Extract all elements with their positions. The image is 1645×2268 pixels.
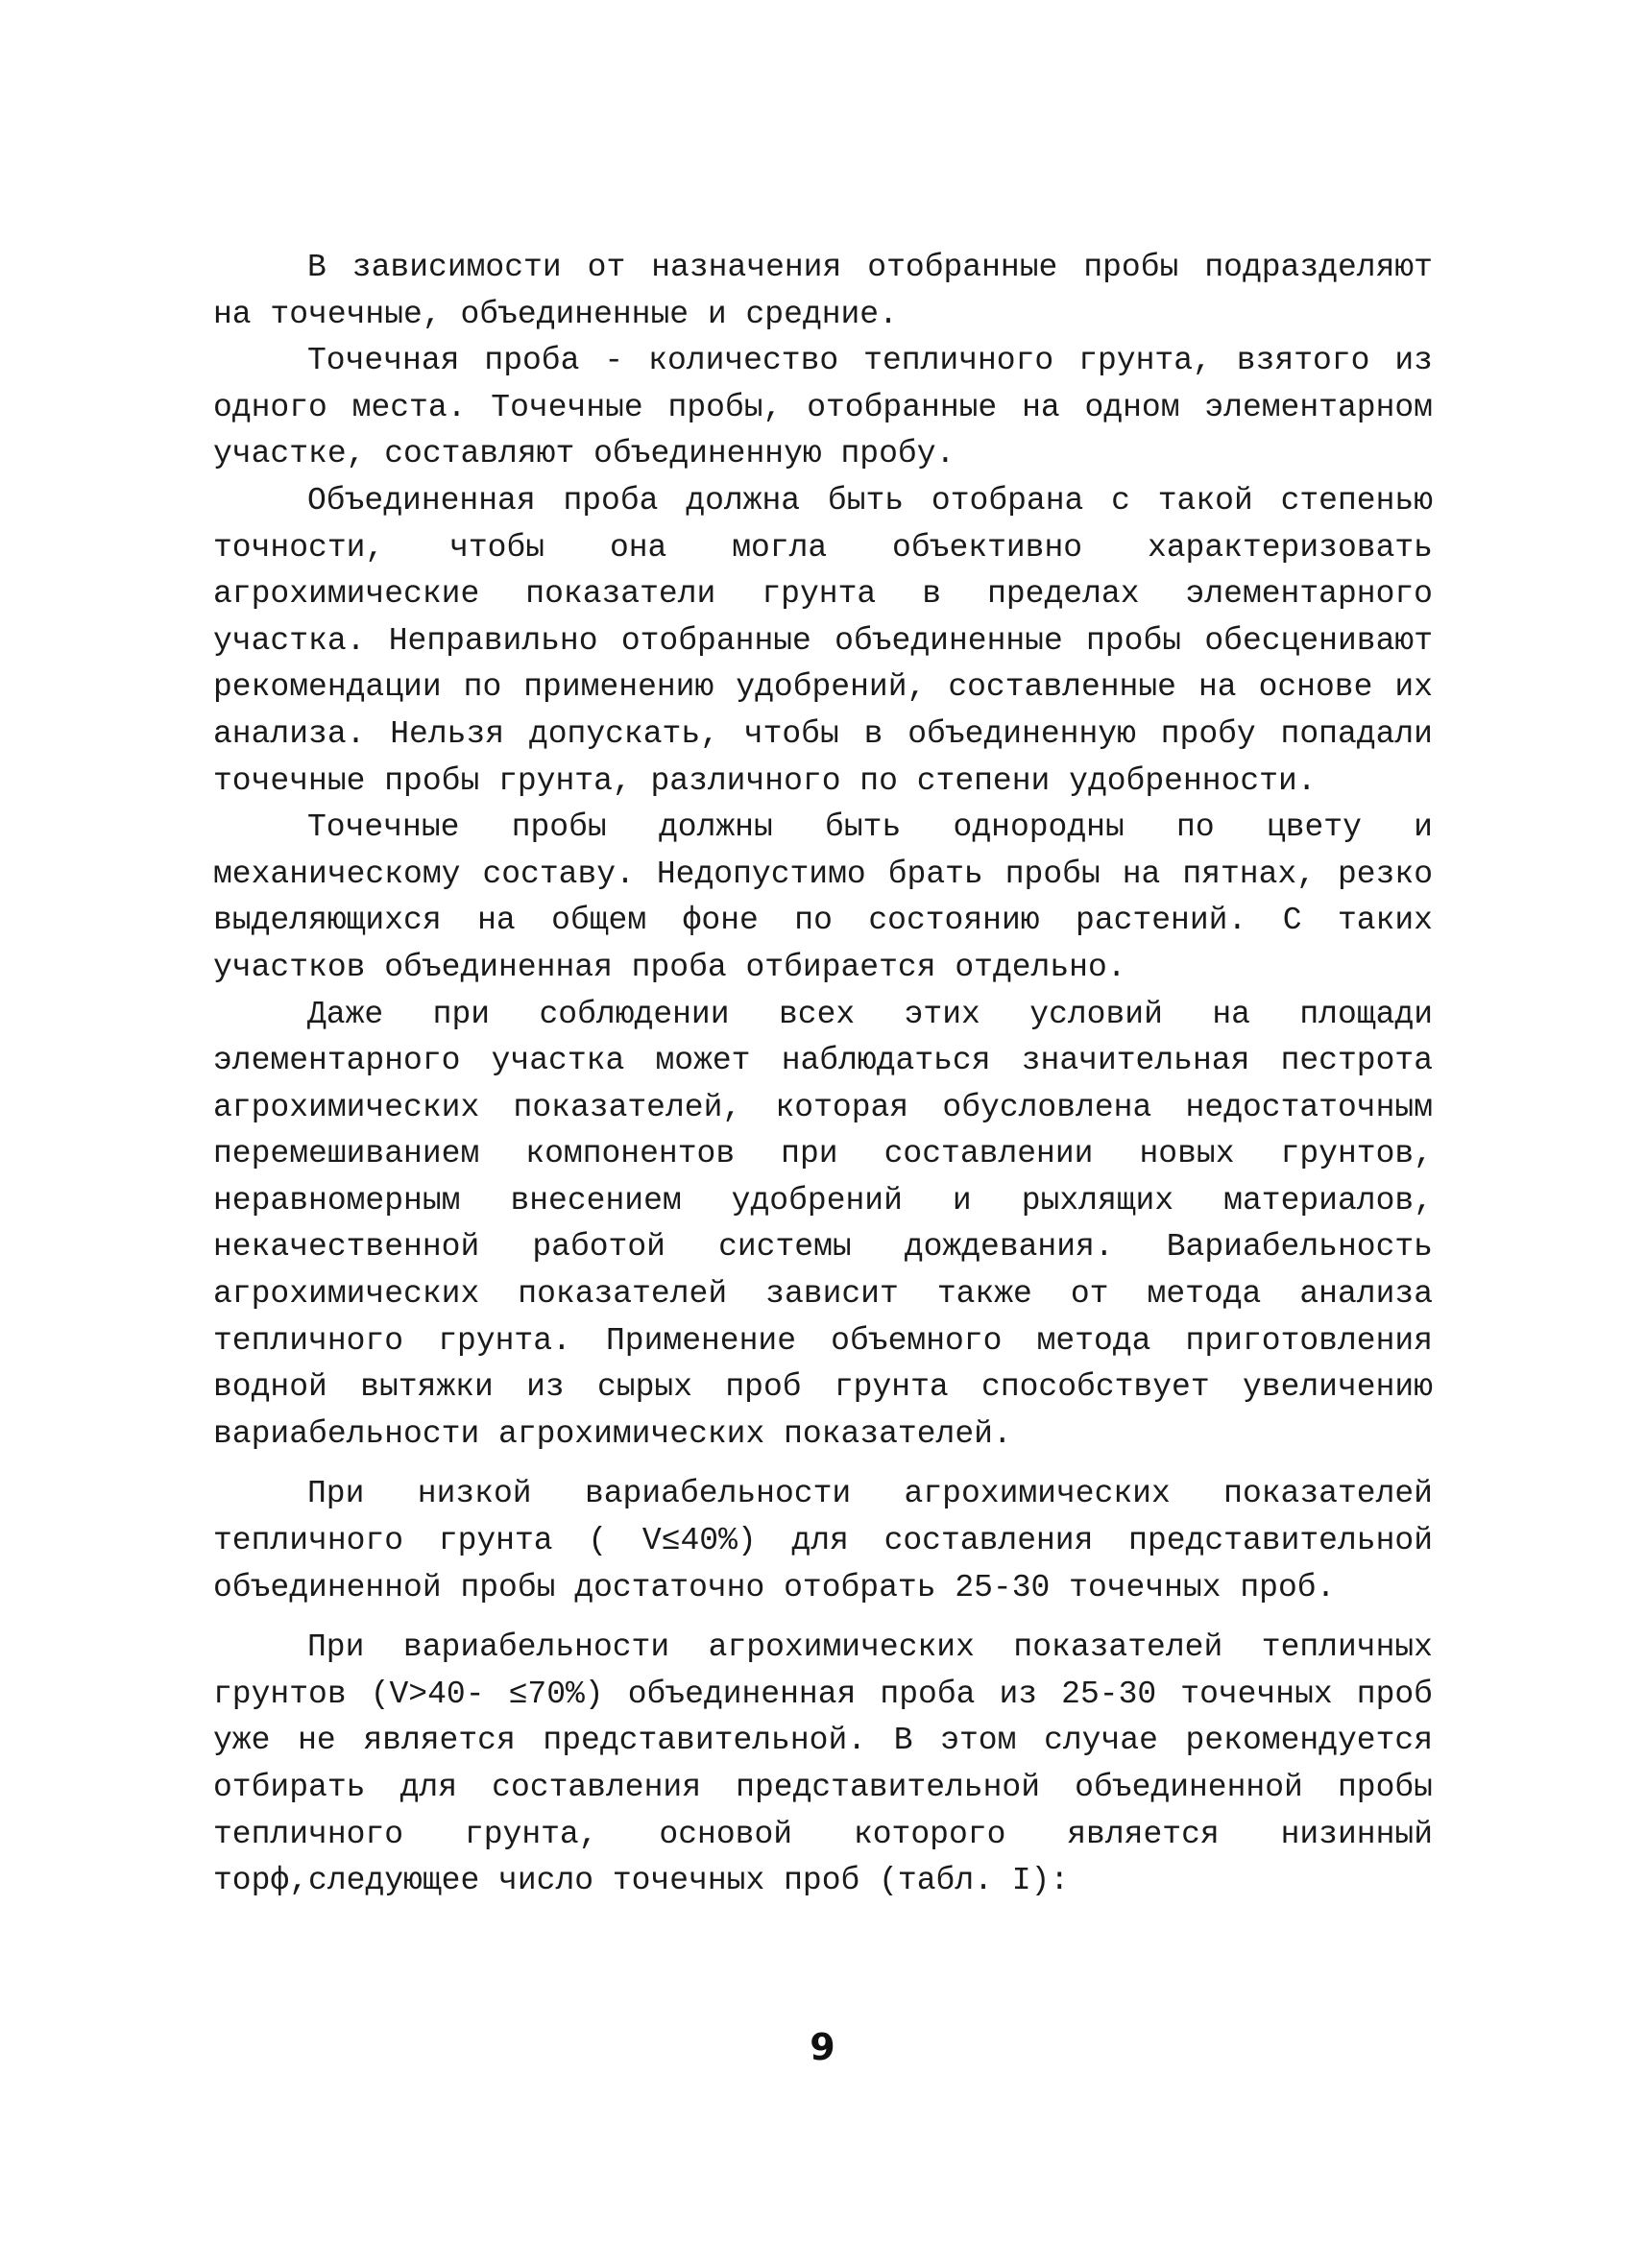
paragraph-2: Точечная проба - количество тепличного грунта, взятого из одного места. Точечные пробы, отобранные на одном элементарном участке, составляют объединенную пробу. — [213, 343, 1433, 472]
paragraph-4: Точечные пробы должны быть однородны по цвету и механическому составу. Недопустимо брать пробы на пятнах, резко выделяющихся на общем фоне по состоянию растений. С таких участков объединенная проба отбирается отдельно. — [213, 809, 1433, 985]
paragraph-3: Объединенная проба должна быть отобрана с такой степенью точности, чтобы она могла объективно характеризовать агрохимические показатели грунта в пределах элементарного участка. Неправильно отобранные объединенные пробы обесценивают рекомендации по применению удобрений, составленные на основе их анализа. Нельзя допускать, чтобы в объединенную пробу попадали точечные пробы грунта, различного по степени удобренности. — [213, 482, 1433, 799]
paragraph-1: В зависимости от назначения отобранные пробы подразделяют на точечные, объединенные и средние. — [213, 250, 1433, 332]
body-text — [213, 245, 1433, 1905]
paragraph-6: При низкой вариабельности агрохимических показателей тепличного грунта ( V≤40%) для составления представительной объединенной пробы достаточно отобрать 25-30 точечных проб. — [213, 1476, 1433, 1605]
paragraph-5: Даже при соблюдении всех этих условий на площади элементарного участка может наблюдаться значительная пестрота агрохимических показателей, которая обусловлена недостаточным перемешиванием компонентов при составлении новых грунтов, неравномерным внесением удобрений и рыхлящих материалов, некачественной работой системы дождевания. Вариабельность агрохимических показателей зависит также от метода анализа тепличного грунта. Применение объемного метода приготовления водной вытяжки из сырых проб грунта способствует увеличению вариабельности агрохимических показателей. — [213, 996, 1433, 1452]
page-number: 9 — [810, 2026, 835, 2068]
paragraph-7: При вариабельности агрохимических показателей тепличных грунтов (V>40- ≤70%) объединенная проба из 25-30 точечных проб уже не является представительной. В этом случае рекомендуется отбирать для составления представительной объединенной пробы тепличного грунта, основой которого является низинный торф,следующее число точечных проб (табл. I): — [213, 1629, 1433, 1899]
